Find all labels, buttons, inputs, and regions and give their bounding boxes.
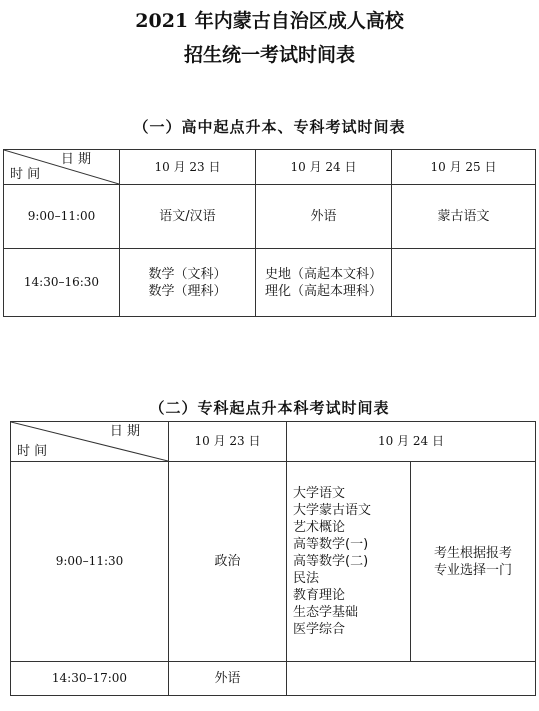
page-title-line1: 2021 年内蒙古自治区成人高校: [135, 10, 404, 32]
subject-line: 大学蒙古语文: [293, 503, 372, 518]
exam-schedule-table-2: [10, 421, 536, 696]
table1-heading: （一）高中起点升本、专科考试时间表: [133, 118, 406, 136]
table2-heading: （二）专科起点升本科考试时间表: [149, 399, 390, 417]
time-slot: 14:30–17:00: [11, 662, 169, 696]
subject-cell: [120, 249, 256, 317]
subject-line: 医学综合: [293, 622, 346, 637]
note-cell: [411, 462, 536, 662]
subject-line: 数学（理科）: [148, 283, 227, 299]
subject-cell: [256, 249, 392, 317]
empty-cell: [392, 249, 536, 317]
subject-line: 史地（高起本文科）: [264, 266, 382, 282]
subject-line: 数学（文科）: [148, 266, 227, 282]
subject-cell: 语文/汉语: [120, 185, 256, 249]
page-title-line2: 招生统一考试时间表: [183, 44, 355, 66]
exam-schedule-table-1: [3, 149, 536, 317]
header-time-label: 时 间: [10, 167, 41, 182]
day-header: 10 月 23 日: [120, 150, 256, 185]
subject-cell: 政治: [169, 462, 287, 662]
day-header: 10 月 24 日: [256, 150, 392, 185]
subject-line: 大学语文: [293, 486, 346, 501]
subject-line: 民法: [293, 571, 320, 586]
day-header: 10 月 24 日: [287, 422, 536, 462]
time-slot: 14:30–16:30: [4, 249, 120, 317]
subject-list-cell: [287, 462, 411, 662]
header-date-label: 日 期: [109, 424, 140, 439]
subject-cell: 外语: [256, 185, 392, 249]
subject-line: 高等数学(二): [293, 554, 369, 569]
header-date-label: 日 期: [60, 152, 91, 167]
day-header: 10 月 25 日: [392, 150, 536, 185]
day-header: 10 月 23 日: [169, 422, 287, 462]
subject-line: 生态学基础: [293, 605, 359, 620]
subject-cell: 蒙古语文: [392, 185, 536, 249]
time-slot: 9:00–11:30: [11, 462, 169, 662]
note-line: 专业选择一门: [434, 562, 513, 578]
subject-line: 艺术概论: [293, 520, 346, 535]
subject-cell: 外语: [169, 662, 287, 696]
subject-line: 理化（高起本理科）: [264, 283, 382, 299]
subject-line: 教育理论: [293, 588, 346, 603]
empty-cell: [287, 662, 536, 696]
note-line: 考生根据报考: [434, 545, 513, 561]
table2-corner-header: [11, 422, 169, 462]
table1-corner-header: [4, 150, 120, 185]
subject-line: 高等数学(一): [293, 537, 369, 552]
header-time-label: 时 间: [17, 444, 48, 459]
time-slot: 9:00–11:00: [4, 185, 120, 249]
